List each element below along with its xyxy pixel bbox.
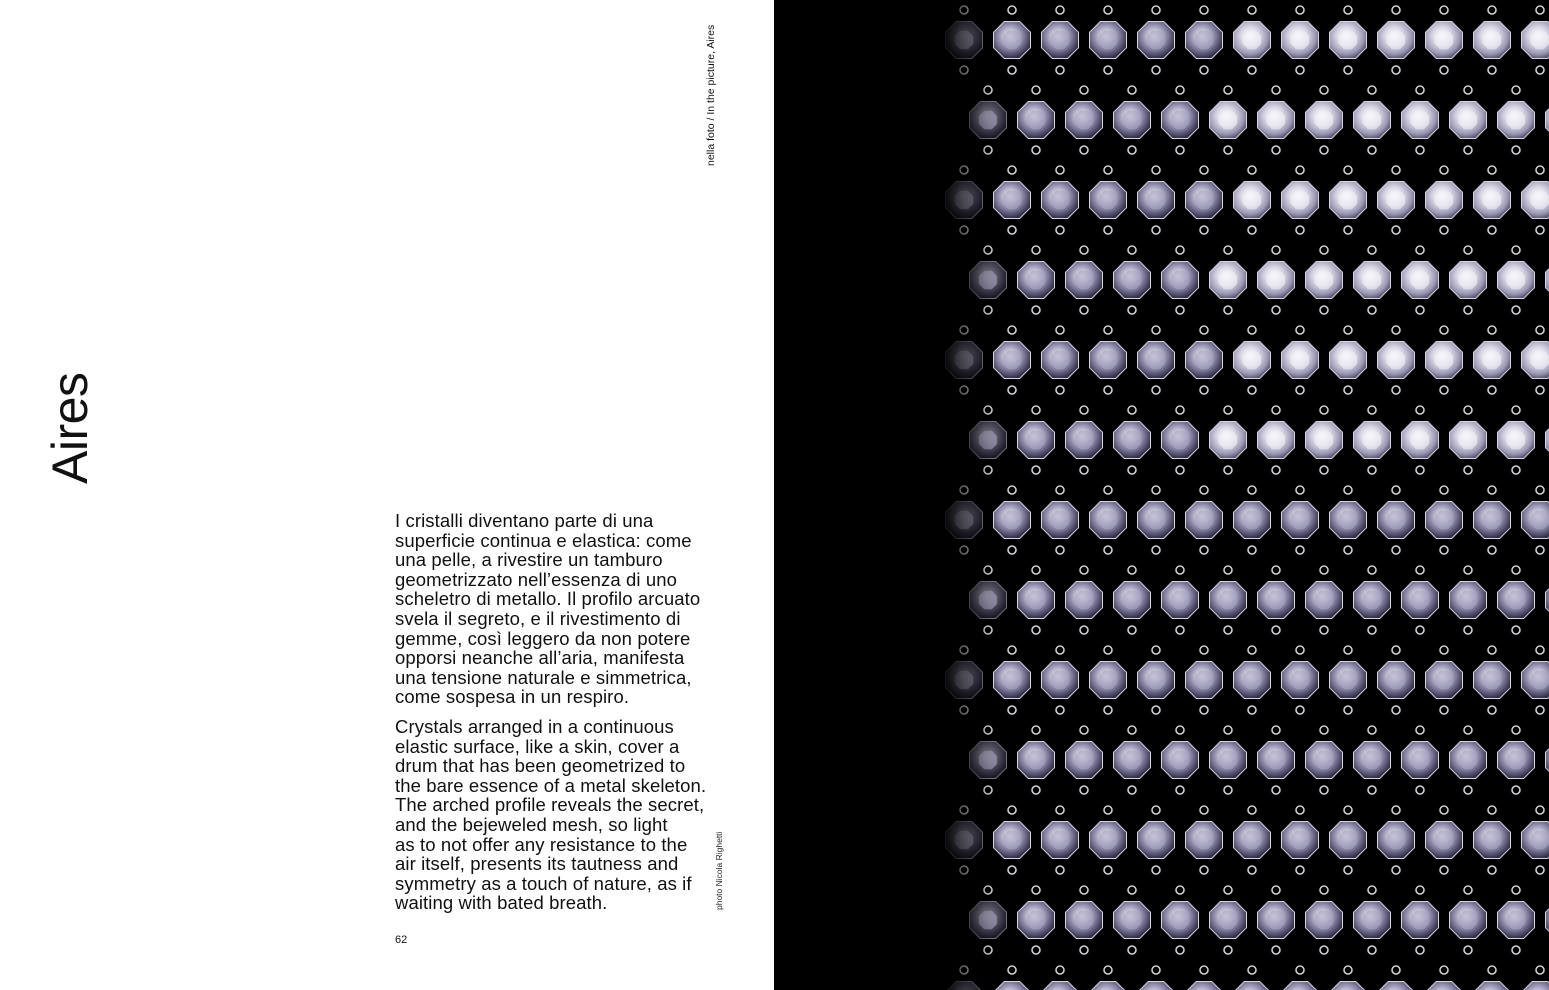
crystal-facet: [1531, 351, 1549, 369]
photo-credit: photo Nicola Righetti: [714, 831, 724, 910]
crystal-facet: [1267, 751, 1285, 769]
crystal-facet: [1435, 351, 1453, 369]
crystal-facet: [1507, 751, 1525, 769]
crystal-facet: [1051, 351, 1069, 369]
crystal-facet: [1459, 911, 1477, 929]
crystal-facet: [1483, 511, 1501, 529]
crystal-facet: [1075, 271, 1093, 289]
crystal-facet: [1243, 31, 1261, 49]
paragraph-italian: I cristalli diventano parte di una superficie continua e elastica: come una pelle, a rivestire un tamburo geometrizzato nell’essenza di uno scheletro di metallo. Il profilo arcuato svela il segreto, e il rivestimento di gemme, così leggero da non potere opporsi neanche all’aria, manifesta una tensione naturale e simmetrica, come sospesa in un respiro.: [395, 510, 701, 708]
crystal-facet: [1531, 31, 1549, 49]
crystal-facet: [1027, 431, 1045, 449]
crystal-facet: [1267, 431, 1285, 449]
crystal-facet: [1387, 831, 1405, 849]
crystal-facet: [1123, 111, 1141, 129]
crystal-facet: [1387, 31, 1405, 49]
crystal-facet: [1147, 351, 1165, 369]
crystal-facet: [1027, 911, 1045, 929]
crystal-facet: [1123, 271, 1141, 289]
photo-caption: nella foto / In the picture, Aires: [705, 24, 717, 166]
crystal-facet: [1411, 751, 1429, 769]
crystal-facet: [1531, 671, 1549, 689]
crystal-facet: [1291, 511, 1309, 529]
crystal-facet: [1315, 431, 1333, 449]
crystal-facet: [1027, 271, 1045, 289]
crystal-facet: [1243, 671, 1261, 689]
crystal-facet: [1123, 911, 1141, 929]
crystal-facet: [1411, 591, 1429, 609]
crystal-facet: [1363, 111, 1381, 129]
crystal-facet: [1051, 831, 1069, 849]
crystal-facet: [1099, 831, 1117, 849]
crystal-facet: [1339, 351, 1357, 369]
crystal-facet: [1507, 591, 1525, 609]
crystal-facet: [1195, 671, 1213, 689]
body-text: [395, 511, 725, 923]
crystal-facet: [1339, 31, 1357, 49]
crystal-facet: [1195, 831, 1213, 849]
crystal-facet: [1363, 431, 1381, 449]
crystal-facet: [1531, 191, 1549, 209]
crystal-facet: [1291, 31, 1309, 49]
crystal-facet: [1507, 911, 1525, 929]
crystal-facet: [1243, 351, 1261, 369]
crystal-facet: [1075, 431, 1093, 449]
crystal-facet: [1315, 591, 1333, 609]
crystal-facet: [1195, 511, 1213, 529]
crystal-facet: [1027, 111, 1045, 129]
crystal-facet: [1315, 911, 1333, 929]
page-number: 62: [395, 934, 408, 946]
crystal-facet: [1003, 31, 1021, 49]
crystal-facet: [1339, 831, 1357, 849]
crystal-facet: [1363, 591, 1381, 609]
crystal-facet: [1459, 591, 1477, 609]
crystal-facet: [1219, 591, 1237, 609]
crystal-facet: [1003, 511, 1021, 529]
crystal-facet: [1315, 111, 1333, 129]
crystal-facet: [1267, 591, 1285, 609]
crystal-facet: [1051, 671, 1069, 689]
crystal-facet: [1099, 31, 1117, 49]
crystal-facet: [1387, 511, 1405, 529]
left-page: [0, 0, 774, 990]
crystal-facet: [1267, 271, 1285, 289]
crystal-facet: [1171, 271, 1189, 289]
edge-shadow: [934, 0, 994, 990]
right-page-photo: [774, 0, 1549, 990]
crystal-facet: [1315, 271, 1333, 289]
crystal-facet: [1243, 191, 1261, 209]
crystal-facet: [1483, 31, 1501, 49]
crystal-facet: [1435, 511, 1453, 529]
crystal-facet: [1507, 111, 1525, 129]
crystal-facet: [1075, 111, 1093, 129]
crystal-facet: [1003, 671, 1021, 689]
crystal-facet: [1291, 351, 1309, 369]
crystal-facet: [1483, 351, 1501, 369]
crystal-facet: [1363, 751, 1381, 769]
crystal-facet: [1363, 271, 1381, 289]
crystal-facet: [1051, 191, 1069, 209]
crystal-facet: [1147, 831, 1165, 849]
crystal-facet: [1075, 751, 1093, 769]
crystal-facet: [1219, 111, 1237, 129]
crystal-facet: [1291, 671, 1309, 689]
crystal-facet: [1099, 351, 1117, 369]
crystal-facet: [1363, 911, 1381, 929]
crystal-facet: [1171, 591, 1189, 609]
crystal-facet: [1411, 431, 1429, 449]
crystal-facet: [1195, 31, 1213, 49]
crystal-facet: [1027, 591, 1045, 609]
crystal-facet: [1411, 111, 1429, 129]
crystal-facet: [1315, 751, 1333, 769]
crystal-facet: [1531, 831, 1549, 849]
crystal-facet: [1483, 191, 1501, 209]
crystal-chandelier-photo: [774, 0, 1549, 990]
crystal-facet: [1507, 431, 1525, 449]
crystal-facet: [1099, 191, 1117, 209]
crystal-facet: [1003, 351, 1021, 369]
crystal-facet: [1123, 431, 1141, 449]
crystal-facet: [1219, 271, 1237, 289]
crystal-facet: [1147, 191, 1165, 209]
crystal-facet: [1531, 511, 1549, 529]
crystal-facet: [1171, 111, 1189, 129]
crystal-facet: [1267, 111, 1285, 129]
page-title-text: Aires: [42, 372, 98, 484]
crystal-facet: [1003, 831, 1021, 849]
crystal-facet: [1123, 591, 1141, 609]
crystal-facet: [1147, 511, 1165, 529]
paragraph-english: Crystals arranged in a continuous elastic surface, like a skin, cover a drum that has been geometrized to the bare essence of a metal skeleton. The arched profile reveals the secret, and the bejeweled mesh, so light as to not offer any resistance to the air itself, presents its tautness and symmetry as a touch of nature, as if waiting with bated breath.: [395, 715, 707, 914]
crystal-facet: [1435, 831, 1453, 849]
crystal-facet: [1435, 191, 1453, 209]
crystal-facet: [1219, 431, 1237, 449]
crystal-facet: [1459, 111, 1477, 129]
crystal-facet: [1411, 271, 1429, 289]
crystal-facet: [1387, 351, 1405, 369]
crystal-facet: [1243, 511, 1261, 529]
crystal-facet: [1267, 911, 1285, 929]
crystal-facet: [1435, 31, 1453, 49]
crystal-facet: [1339, 191, 1357, 209]
crystal-facet: [1387, 191, 1405, 209]
crystal-facet: [1123, 751, 1141, 769]
crystal-facet: [1003, 191, 1021, 209]
crystal-facet: [1195, 191, 1213, 209]
crystal-facet: [1075, 911, 1093, 929]
crystal-facet: [1243, 831, 1261, 849]
crystal-facet: [1459, 271, 1477, 289]
crystal-facet: [1195, 351, 1213, 369]
crystal-facet: [1291, 831, 1309, 849]
crystal-facet: [1099, 671, 1117, 689]
crystal-facet: [1147, 31, 1165, 49]
crystal-facet: [1219, 911, 1237, 929]
crystal-facet: [1051, 31, 1069, 49]
crystal-facet: [1339, 511, 1357, 529]
crystal-facet: [1507, 271, 1525, 289]
crystal-facet: [1459, 751, 1477, 769]
crystal-facet: [1483, 671, 1501, 689]
crystal-facet: [1435, 671, 1453, 689]
crystal-facet: [1291, 191, 1309, 209]
crystal-facet: [1171, 911, 1189, 929]
crystal-facet: [1027, 751, 1045, 769]
crystal-facet: [1075, 591, 1093, 609]
crystal-facet: [1171, 751, 1189, 769]
crystal-facet: [1147, 671, 1165, 689]
crystal-facet: [1219, 751, 1237, 769]
crystal-facet: [1387, 671, 1405, 689]
crystal-facet: [1051, 511, 1069, 529]
crystal-facet: [1339, 671, 1357, 689]
crystal-facet: [1459, 431, 1477, 449]
crystal-facet: [1483, 831, 1501, 849]
crystal-facet: [1171, 431, 1189, 449]
crystal-facet: [1411, 911, 1429, 929]
crystal-facet: [1099, 511, 1117, 529]
